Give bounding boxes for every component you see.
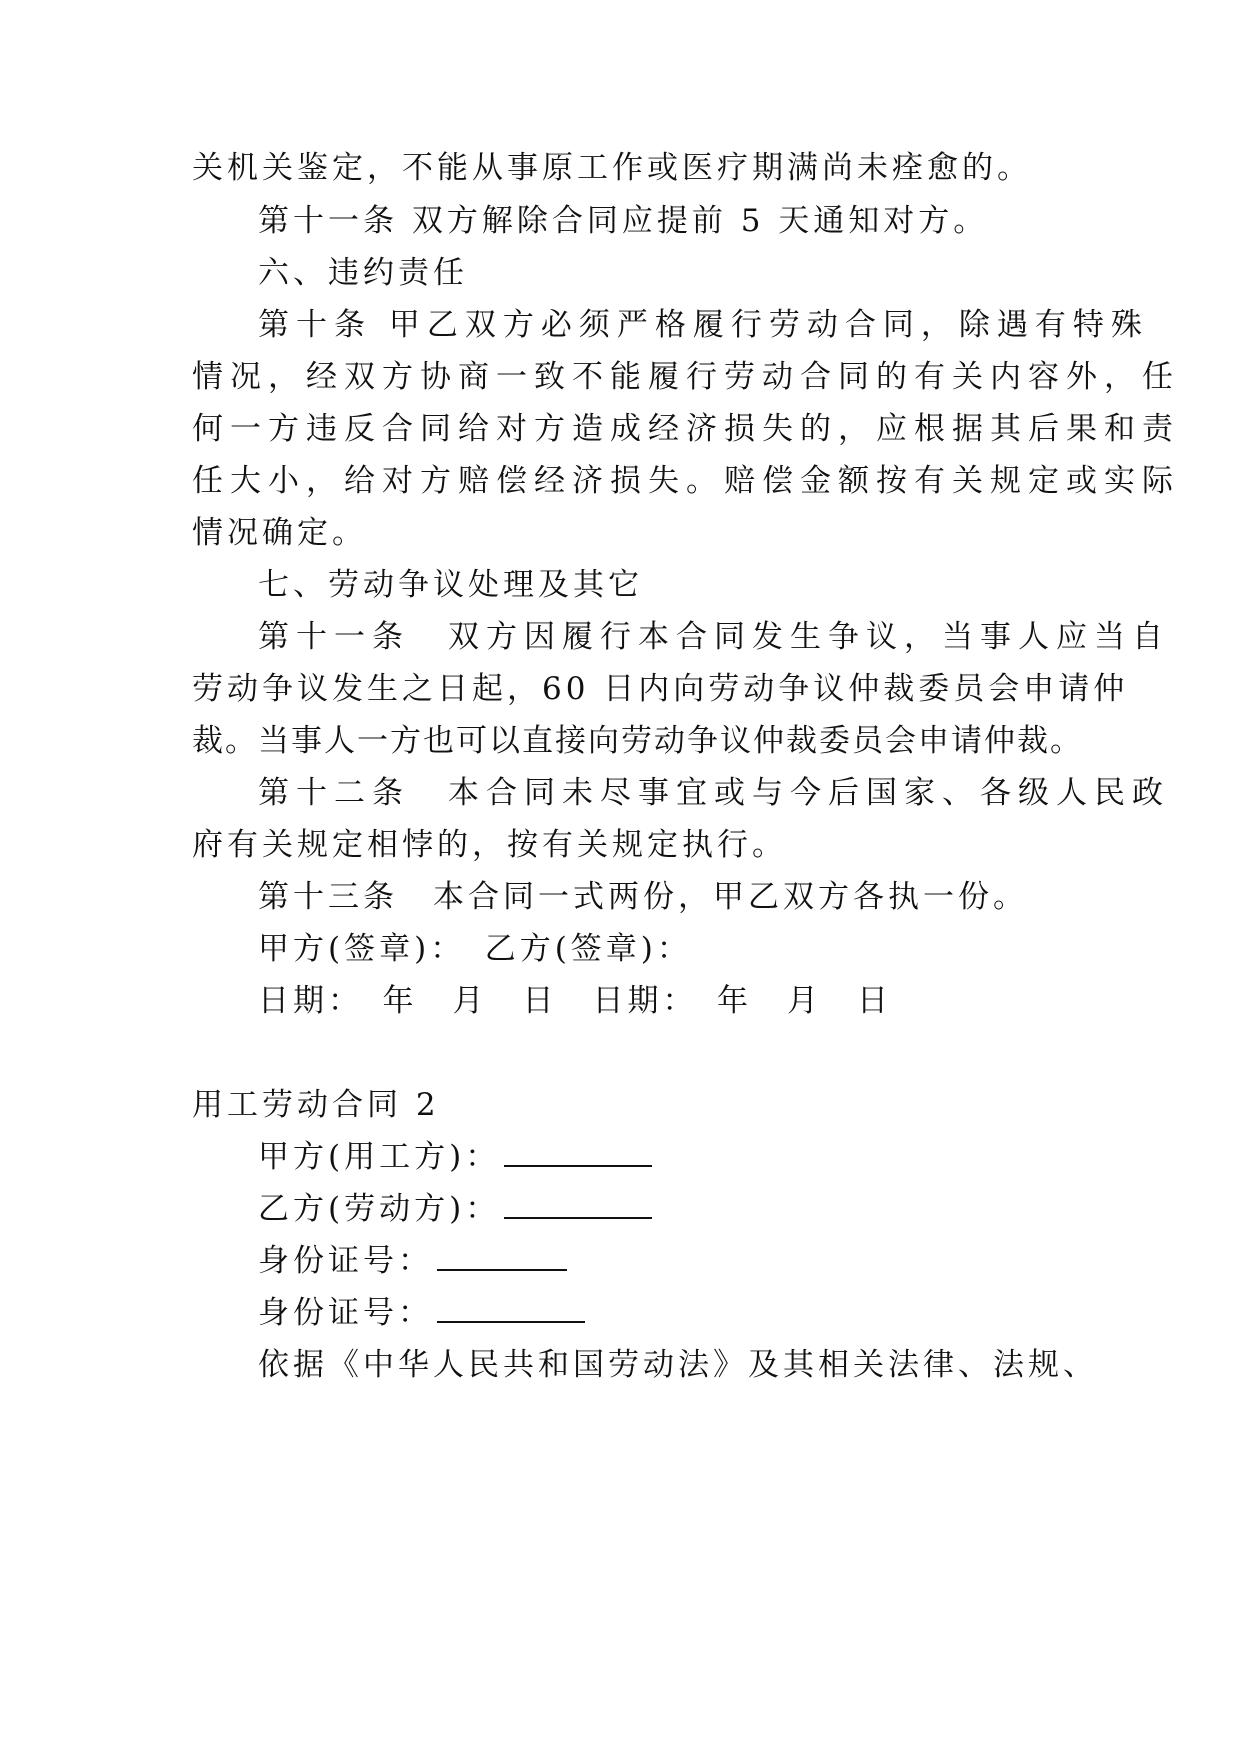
id-label: 身份证号： [258,1295,433,1331]
text-line: 情况确定。 [192,515,367,551]
party-b-field [258,1189,1078,1229]
article-11-notice: 第十一条 双方解除合同应提前 5 天通知对方。 [258,203,989,239]
text-line: 关机关鉴定，不能从事原工作或医疗期满尚未痊愈的。 [192,150,1032,186]
signature-line: 甲方(签章)： 乙方(签章)： [258,931,692,967]
text-line: 何一方违反合同给对方造成经济损失的，应根据其后果和责 [192,411,1180,447]
id-blank-2 [437,1295,585,1323]
party-a-blank [504,1139,652,1167]
text-line: 裁。当事人一方也可以直接向劳动争议仲裁委员会申请仲裁。 [192,723,1083,759]
party-a-field [258,1137,1078,1177]
article-13-line: 第十三条 本合同一式两份，甲乙双方各执一份。 [258,879,1028,915]
contract-2-title: 用工劳动合同 2 [192,1087,440,1123]
article-10-line: 第十条 甲乙双方必须严格履行劳动合同，除遇有特殊 [258,307,1149,343]
party-b-label: 乙方(劳动方)： [258,1191,501,1227]
section-heading-breach: 六、违约责任 [258,255,468,291]
party-b-blank [504,1191,652,1219]
id-number-field-2 [258,1293,1078,1333]
id-number-field-1 [258,1241,1078,1281]
text-line: 情况，经双方协商一致不能履行劳动合同的有关内容外，任 [192,359,1180,395]
id-blank-1 [437,1243,567,1271]
date-line: 日期： 年 月 日 日期： 年 月 日 [258,983,892,1019]
legal-basis-line: 依据《中华人民共和国劳动法》及其相关法律、法规、 [258,1347,1098,1383]
article-11-dispute: 第十一条 双方因履行本合同发生争议，当事人应当自 [258,619,1170,655]
article-12-line: 第十二条 本合同未尽事宜或与今后国家、各级人民政 [258,775,1170,811]
section-heading-disputes: 七、劳动争议处理及其它 [258,567,643,603]
text-line: 任大小，给对方赔偿经济损失。赔偿金额按有关规定或实际 [192,463,1180,499]
text-line: 劳动争议发生之日起，60 日内向劳动争议仲裁委员会申请仲 [192,671,1129,707]
party-a-label: 甲方(用工方)： [258,1139,501,1175]
text-line: 府有关规定相悖的，按有关规定执行。 [192,827,787,863]
id-label: 身份证号： [258,1243,433,1279]
